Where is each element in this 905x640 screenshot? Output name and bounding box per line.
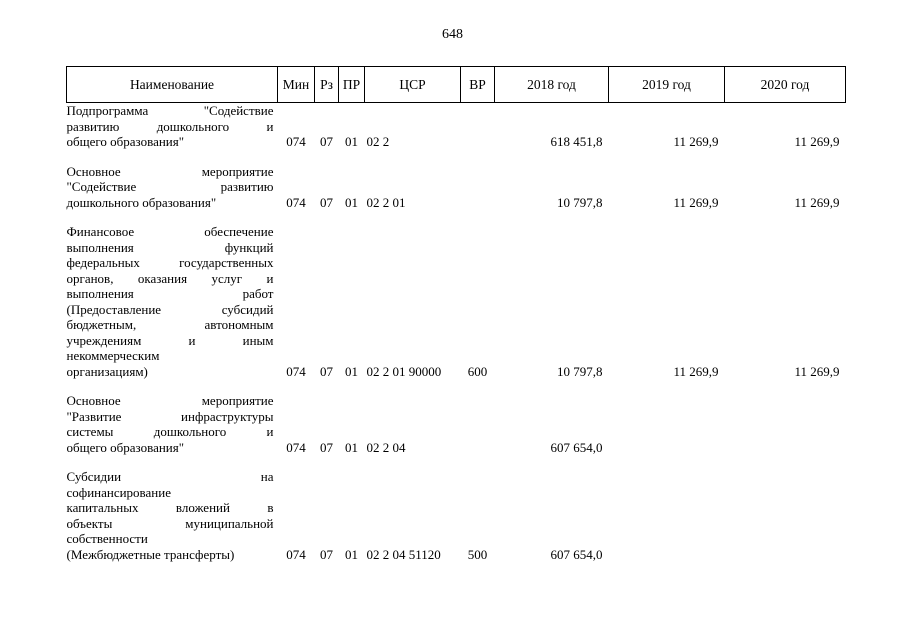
header-min: Мин [278, 67, 315, 103]
name-line: софинансирование [66, 484, 171, 500]
name-line: выполнения работ [66, 286, 274, 301]
row-spacer-cell [67, 379, 846, 393]
cell-pr: 01 [345, 363, 358, 379]
cell-vr: 500 [467, 546, 488, 562]
cell-csr: 02 2 01 90000 [366, 363, 442, 379]
cell-2020: 11 269,9 [794, 363, 840, 379]
cell-2020: 11 269,9 [794, 194, 840, 210]
cell-rz: 07 [320, 546, 333, 562]
cell-csr: 02 2 01 [366, 194, 406, 210]
cell-pr: 01 [345, 134, 358, 149]
name-line: капитальных вложений в [66, 500, 274, 515]
cell-min: 074 [286, 194, 306, 210]
cell-2019: 11 269,9 [673, 363, 719, 379]
cell-csr: 02 2 04 [366, 439, 406, 455]
name-line: некоммерческим [66, 348, 160, 363]
row-spacer-cell [67, 150, 846, 164]
header-2018: 2018 год [495, 67, 609, 103]
cell-2018: 607 654,0 [550, 546, 603, 562]
row-spacer-cell [67, 210, 846, 224]
cell-name [67, 164, 278, 211]
cell-csr: 02 2 [366, 134, 390, 149]
name-line: "Развитие инфраструктуры [66, 408, 274, 424]
cell-rz: 07 [320, 134, 333, 149]
name-line: общего образования" [66, 439, 185, 455]
cell-2020: 11 269,9 [794, 134, 840, 149]
cell-pr: 01 [345, 439, 358, 455]
cell-pr: 01 [345, 546, 358, 562]
header-2020: 2020 год [725, 67, 846, 103]
row-spacer [67, 150, 846, 164]
table-body [67, 103, 846, 563]
cell-min: 074 [286, 363, 306, 379]
cell-name [67, 393, 278, 455]
cell-2018: 10 797,8 [557, 363, 603, 379]
name-line: Основное мероприятие [66, 163, 274, 179]
cell-min: 074 [286, 134, 306, 149]
header-rz: Рз [315, 67, 339, 103]
cell-2018: 607 654,0 [550, 439, 603, 455]
cell-rz: 07 [320, 439, 333, 455]
cell-vr [461, 393, 495, 455]
header-2019: 2019 год [609, 67, 725, 103]
name-line: общего образования" [66, 134, 185, 149]
cell-pr: 01 [345, 194, 358, 210]
cell-vr [461, 164, 495, 211]
header-vr: ВР [461, 67, 495, 103]
cell-rz: 07 [320, 363, 333, 379]
row-spacer-cell [67, 455, 846, 469]
row-spacer [67, 379, 846, 393]
row-spacer [67, 210, 846, 224]
cell-2019: 11 269,9 [673, 194, 719, 210]
header-name: Наименование [67, 67, 278, 103]
name-line: выполнения функций [66, 239, 274, 255]
name-line: "Содействие развитию [66, 179, 274, 194]
cell-min: 074 [286, 546, 306, 562]
cell-2020 [725, 469, 846, 562]
header-csr: ЦСР [365, 67, 461, 103]
name-line: федеральных государственных [66, 255, 274, 270]
cell-name [67, 224, 278, 379]
table-row [67, 393, 846, 455]
cell-2018: 618 451,8 [550, 134, 603, 149]
cell-csr: 02 2 04 51120 [366, 546, 441, 562]
name-line: органов, оказания услуг и [66, 270, 274, 286]
name-line: учреждениям и иным [66, 332, 274, 348]
name-line: организациям) [66, 363, 148, 379]
name-line: собственности [66, 531, 148, 546]
name-line: Финансовое обеспечение [66, 224, 274, 239]
header-pr: ПР [339, 67, 365, 103]
name-line: (Предоставление субсидий [66, 301, 274, 317]
table-row [67, 224, 846, 379]
cell-2019 [609, 393, 725, 455]
name-line: Субсидии на [66, 469, 274, 484]
table-row [67, 469, 846, 562]
cell-2019 [609, 469, 725, 562]
cell-2020 [725, 393, 846, 455]
budget-table [66, 66, 846, 562]
name-line: Основное мероприятие [66, 393, 274, 408]
name-line: объекты муниципальной [66, 515, 274, 531]
name-line: Подпрограмма "Содействие [66, 103, 274, 118]
name-line: дошкольного образования" [66, 194, 217, 210]
row-spacer [67, 455, 846, 469]
cell-name [67, 469, 278, 562]
page-number: 648 [442, 27, 463, 42]
cell-min: 074 [286, 439, 306, 455]
cell-2019: 11 269,9 [673, 134, 719, 149]
table-row [67, 164, 846, 211]
table-header-row [67, 67, 846, 103]
name-line: (Межбюджетные трансферты) [66, 546, 235, 562]
name-line: системы дошкольного и [66, 424, 274, 439]
cell-2018: 10 797,8 [557, 194, 603, 210]
cell-vr: 600 [467, 363, 488, 379]
name-line: бюджетным, автономным [66, 317, 274, 332]
cell-rz: 07 [320, 194, 333, 210]
table-row [67, 103, 846, 150]
cell-vr [461, 103, 495, 150]
cell-name [67, 103, 278, 150]
name-line: развитию дошкольного и [66, 118, 274, 134]
